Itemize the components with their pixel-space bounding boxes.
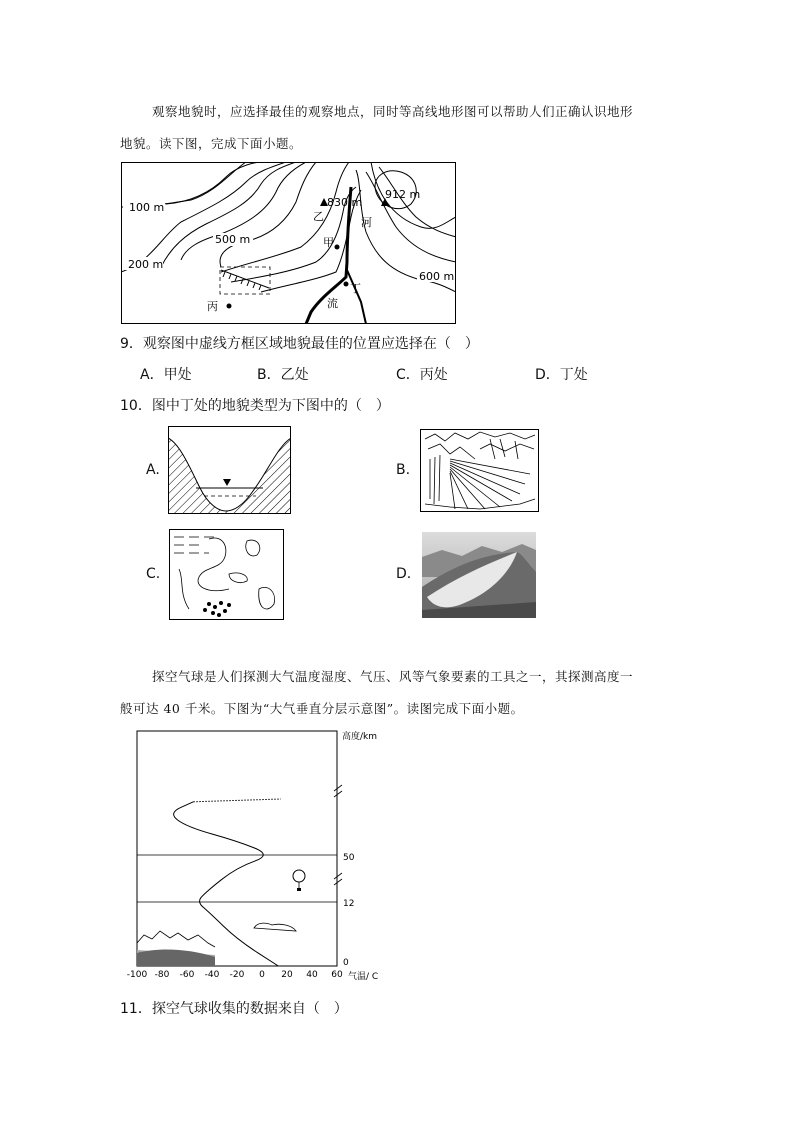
intro-2-line-2: 般可达 40 千米。下图为“大气垂直分层示意图”。读图完成下面小题。 [120, 701, 524, 716]
q10-image-d-sand-dune [422, 532, 536, 618]
q10-label-a[interactable]: A. [146, 462, 160, 478]
label-912m: 912 m [385, 188, 421, 201]
q10-label-c[interactable]: C. [146, 566, 161, 582]
q10-image-b-alluvial-fan [420, 429, 539, 512]
label-bing: 丙 [207, 300, 218, 313]
y-axis-label: 高度/km [342, 732, 378, 742]
point-bing [227, 304, 232, 309]
q9-option-d[interactable]: D．丁处 [535, 367, 588, 383]
contour-map [121, 162, 456, 324]
q9-stem: 9．观察图中虚线方框区域地貌最佳的位置应选择在（ ） [120, 336, 479, 352]
intro-1-line-1: 观察地貌时，应选择最佳的观察地点，同时等高线地形图可以帮助人们正确认识地形 [152, 104, 634, 119]
label-830m: 830 m [327, 196, 363, 209]
q9-option-a[interactable]: A．甲处 [140, 367, 192, 383]
atmosphere-chart [120, 725, 400, 985]
q11-stem: 11．探空气球收集的数据来自（ ） [120, 1001, 348, 1017]
q10-image-c-karst [169, 529, 284, 620]
x-axis-label: 气温/ C [348, 972, 379, 982]
label-100m: 100 m [129, 201, 165, 214]
q9-option-b[interactable]: B．乙处 [257, 367, 309, 383]
label-jia: 甲 [323, 236, 334, 249]
point-ding [344, 282, 349, 287]
intro-2-line-1: 探空气球是人们探测大气温度湿度、气压、风等气象要素的工具之一，其探测高度一 [152, 669, 634, 684]
label-river-liu: 流 [327, 297, 338, 310]
point-jia [335, 245, 340, 250]
label-river-he: 河 [361, 216, 372, 229]
q10-stem: 10．图中丁处的地貌类型为下图中的（ ） [120, 398, 390, 414]
x-tick-6: 20 [281, 970, 293, 980]
label-200m: 200 m [128, 258, 164, 271]
label-600m: 600 m [419, 270, 455, 283]
x-tick-1: -80 [154, 970, 170, 980]
q10-image-a-valley [168, 426, 291, 514]
q9-option-c[interactable]: C．丙处 [396, 367, 448, 383]
intro-1-line-2: 地貌。读下图，完成下面小题。 [120, 136, 303, 151]
y-tick-0: 0 [343, 958, 349, 968]
x-tick-7: 40 [306, 970, 318, 980]
x-tick-3: -40 [204, 970, 220, 980]
y-tick-12: 12 [343, 899, 355, 909]
x-tick-5: 0 [259, 970, 265, 980]
label-ding: 丁 [350, 282, 361, 295]
y-tick-50: 50 [343, 853, 355, 863]
plot-frame [137, 731, 337, 966]
x-tick-4: -20 [229, 970, 245, 980]
x-tick-2: -60 [179, 970, 195, 980]
q10-label-b[interactable]: B. [396, 462, 411, 478]
label-500m: 500 m [215, 233, 251, 246]
q10-label-d[interactable]: D. [396, 566, 412, 582]
x-tick-8: 60 [331, 970, 343, 980]
label-yi: 乙 [313, 210, 324, 223]
x-tick-0: -100 [126, 970, 148, 980]
